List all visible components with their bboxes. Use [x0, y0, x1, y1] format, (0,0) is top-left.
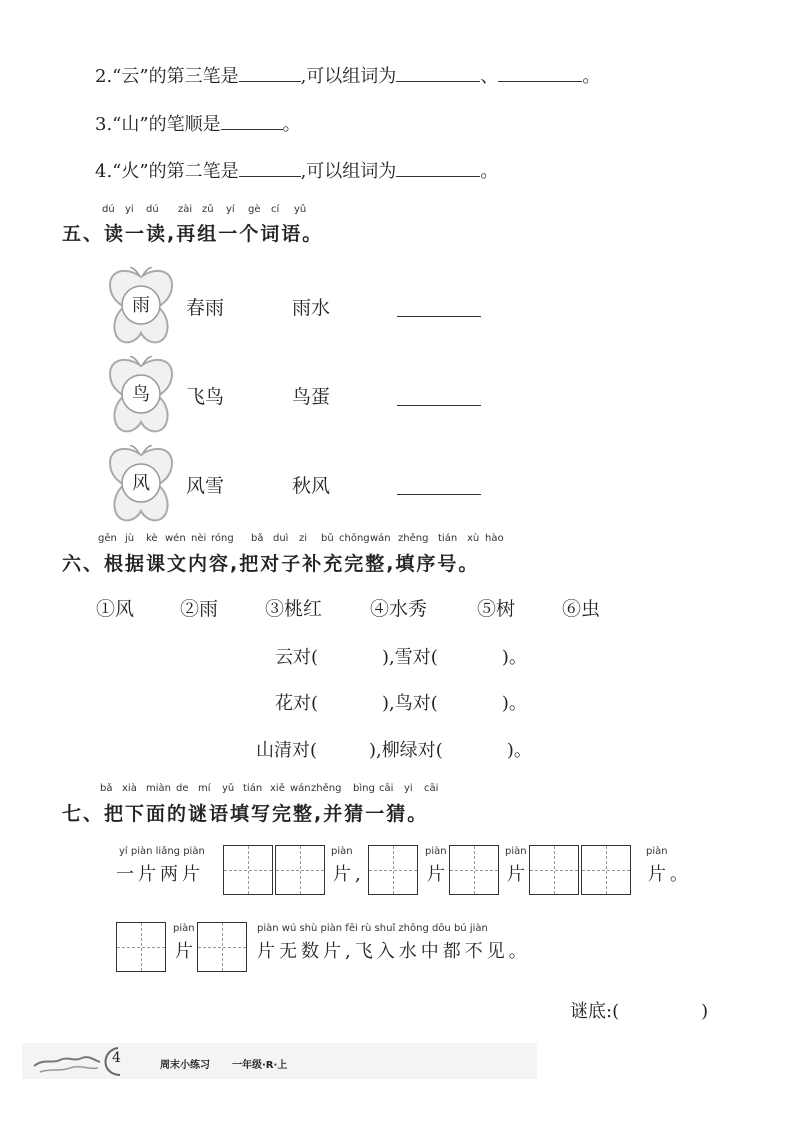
riddle-text: 片 [427, 864, 449, 885]
couplet-line: 山清对( ),柳绿对( )。 [256, 740, 532, 761]
question-4: 4.“火”的第二笔是 ,可以组词为 。 [95, 158, 498, 184]
pinyin-label: yí piàn liǎng piàn [119, 846, 205, 857]
cloud-wave-icon [30, 1044, 140, 1078]
tianzige-box[interactable] [368, 845, 418, 895]
pinyin-label: piàn [646, 846, 668, 857]
option: ②雨 [180, 598, 219, 620]
question-2: 2.“云”的第三笔是 ,可以组词为 、 。 [95, 63, 600, 89]
riddle-text: 一片两片 [116, 864, 204, 885]
tianzige-box[interactable] [529, 845, 579, 895]
butterfly-frame [106, 445, 176, 527]
riddle-text: 片。 [648, 864, 692, 885]
word: 鸟蛋 [292, 386, 331, 408]
butterfly-character: 雨 [132, 295, 150, 316]
tianzige-box[interactable] [116, 922, 166, 972]
question-3: 3.“山”的笔顺是 。 [95, 111, 301, 137]
tianzige-box[interactable] [275, 845, 325, 895]
riddle-text: 片无数片,飞入水中都不见。 [257, 941, 531, 962]
riddle-text: 片 [175, 941, 197, 962]
butterfly-character: 风 [132, 473, 150, 494]
pinyin-label: piàn [173, 923, 195, 934]
butterfly-character: 鸟 [132, 384, 150, 405]
book-title: 周末小练习 [160, 1060, 210, 1071]
couplet-line: 云对( ),雪对( )。 [275, 647, 527, 668]
pinyin-label: piàn wú shù piàn fēi rù shuǐ zhōng dōu bú jiàn [257, 923, 488, 934]
answer-blank[interactable] [239, 63, 301, 82]
answer-blank[interactable] [239, 158, 301, 177]
page-number: 4 [112, 1050, 121, 1066]
word: 风雪 [186, 475, 225, 497]
answer-blank[interactable] [396, 63, 480, 82]
answer-blank[interactable] [498, 63, 582, 82]
riddle-text: 片 [507, 864, 529, 885]
word: 飞鸟 [186, 386, 225, 408]
answer-line[interactable] [397, 494, 481, 495]
word: 春雨 [186, 297, 225, 319]
section-6-title: 六、根据课文内容,把对子补充完整,填序号。 [62, 553, 480, 575]
answer-blank[interactable] [221, 111, 283, 130]
tianzige-box[interactable] [581, 845, 631, 895]
option: ①风 [96, 598, 135, 620]
word: 雨水 [292, 297, 331, 319]
option: ⑥虫 [562, 598, 601, 620]
grade-label: 一年级·R·上 [232, 1060, 288, 1071]
option: ⑤树 [477, 598, 516, 620]
butterfly-frame [106, 267, 176, 349]
section-5-pinyin: dú yi dú zài zǔ yí gè cí yǔ [102, 204, 307, 215]
pinyin-label: piàn [505, 846, 527, 857]
couplet-line: 花对( ),鸟对( )。 [275, 693, 527, 714]
section-7-title: 七、把下面的谜语填写完整,并猜一猜。 [62, 803, 429, 825]
riddle-text: 片, [333, 864, 365, 885]
pinyin-label: piàn [331, 846, 353, 857]
answer-line[interactable] [397, 405, 481, 406]
section-5-title: 五、读一读,再组一个词语。 [62, 223, 324, 245]
option: ③桃红 [265, 598, 323, 620]
section-6-pinyin: gēn jù kè wén nèi róng bǎ duì zi bǔ chōng wán zhěng tián xù hào [98, 533, 504, 544]
tianzige-box[interactable] [449, 845, 499, 895]
answer-line[interactable] [397, 316, 481, 317]
pinyin-label: piàn [425, 846, 447, 857]
butterfly-frame [106, 356, 176, 438]
tianzige-box[interactable] [197, 922, 247, 972]
option: ④水秀 [370, 598, 428, 620]
answer-blank[interactable] [396, 158, 480, 177]
word: 秋风 [292, 475, 331, 497]
tianzige-box[interactable] [223, 845, 273, 895]
section-7-pinyin: bǎ xià miàn de mí yǔ tián xiě wán zhěng bìng cāi yi cāi [100, 783, 439, 794]
riddle-answer: 谜底:( ) [570, 1001, 709, 1022]
